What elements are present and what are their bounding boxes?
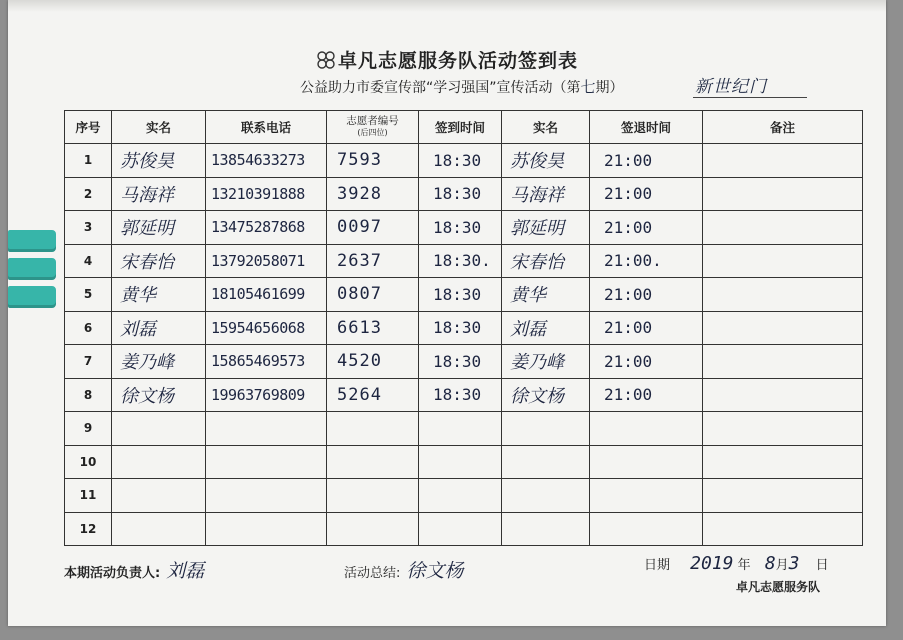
row-remarks [703,378,863,412]
row-volunteer-id [327,512,419,546]
row-checkout-name: 郭延明 [502,211,590,245]
row-remarks [703,278,863,312]
row-remarks [703,211,863,245]
table-row [65,512,863,546]
subtitle-prefix: 公益助力市委宣传部“学习强国”宣传活动（第 [300,80,581,96]
organization-name: 卓凡志愿服务队 [736,580,821,594]
binder-tabs [8,230,56,310]
row-checkout-name: 宋春怡 [502,244,590,278]
row-number: 1 [65,144,112,178]
row-number: 7 [65,345,112,379]
col-header-no: 序号 [65,111,112,144]
row-checkin-time: 18:30 [419,144,502,178]
row-phone: 15954656068 [206,311,327,345]
team-logo-icon [316,50,336,70]
row-volunteer-id: 0097 [327,211,419,245]
row-name: 宋春怡 [112,244,206,278]
row-name: 徐文杨 [112,378,206,412]
summary-signature: 徐文杨 [406,560,464,582]
row-checkout-time [590,412,703,446]
form-title-text: 卓凡志愿服务队活动签到表 [337,50,578,72]
col-header-checkout: 签退时间 [590,111,703,144]
table-row [65,479,863,513]
table-row [65,144,863,178]
col-header-volunteer-id-line2: (后四位) [357,128,388,137]
activity-summary [344,556,463,583]
date-year: 2019 [690,553,734,574]
row-name: 马海祥 [112,177,206,211]
row-checkin-time: 18:30 [419,278,502,312]
row-number: 2 [65,177,112,211]
row-number: 10 [65,445,112,479]
row-checkout-name: 刘磊 [502,311,590,345]
signin-table [64,110,863,546]
row-checkin-time: 18:30 [419,177,502,211]
row-name [112,512,206,546]
row-phone: 18105461699 [206,278,327,312]
row-phone: 13210391888 [206,177,327,211]
binder-tab [8,230,56,252]
row-volunteer-id [327,479,419,513]
row-checkin-time: 18:30 [419,211,502,245]
row-phone [206,512,327,546]
row-checkout-time: 21:00 [590,278,703,312]
row-checkin-time [419,512,502,546]
table-row [65,412,863,446]
date-day-unit: 日 [815,558,829,573]
row-phone: 19963769809 [206,378,327,412]
row-checkin-time [419,479,502,513]
row-checkout-time: 21:00 [590,211,703,245]
row-checkout-time [590,445,703,479]
row-checkout-name: 姜乃峰 [502,345,590,379]
signin-sheet [8,0,886,626]
row-phone: 15865469573 [206,345,327,379]
row-remarks [703,412,863,446]
row-phone: 13475287868 [206,211,327,245]
table-row [65,278,863,312]
table-row [65,345,863,379]
date-year-unit: 年 [737,558,751,573]
row-phone [206,412,327,446]
row-checkout-name [502,445,590,479]
col-header-remarks: 备注 [703,111,863,144]
row-remarks [703,445,863,479]
row-checkout-time: 21:00 [590,144,703,178]
row-remarks [703,345,863,379]
binder-tab [8,286,56,308]
row-volunteer-id [327,412,419,446]
row-checkout-time: 21:00 [590,345,703,379]
table-row [65,211,863,245]
row-number: 12 [65,512,112,546]
row-checkout-time [590,479,703,513]
row-volunteer-id: 6613 [327,311,419,345]
row-checkout-name: 徐文杨 [502,378,590,412]
row-checkin-time [419,412,502,446]
row-checkout-time: 21:00 [590,378,703,412]
row-number: 11 [65,479,112,513]
row-checkin-time: 18:30 [419,311,502,345]
row-checkout-name: 黄华 [502,278,590,312]
row-phone [206,445,327,479]
table-row [65,445,863,479]
table-row [65,311,863,345]
row-number: 9 [65,412,112,446]
row-name: 刘磊 [112,311,206,345]
date-day: 3 [788,553,800,574]
subtitle-location: 新世纪门 [693,72,807,98]
row-checkout-time [590,512,703,546]
row-checkout-time: 21:00 [590,311,703,345]
col-header-volunteer-id [327,111,419,144]
row-remarks [703,177,863,211]
col-header-checkin: 签到时间 [419,111,502,144]
row-checkin-time [419,445,502,479]
row-checkout-name [502,412,590,446]
row-volunteer-id: 7593 [327,144,419,178]
row-checkout-name: 马海祥 [502,177,590,211]
form-subtitle [300,76,767,97]
row-volunteer-id [327,445,419,479]
row-phone [206,479,327,513]
row-number: 3 [65,211,112,245]
row-name: 苏俊昊 [112,144,206,178]
binder-tab [8,258,56,280]
row-name [112,445,206,479]
row-name: 郭延明 [112,211,206,245]
summary-label: 活动总结: [344,566,401,581]
row-checkout-name [502,479,590,513]
col-header-volunteer-id-line1: 志愿者编号 [346,115,399,127]
row-remarks [703,311,863,345]
row-checkin-time: 18:30 [419,345,502,379]
row-phone: 13854633273 [206,144,327,178]
row-phone: 13792058071 [206,244,327,278]
row-volunteer-id: 2637 [327,244,419,278]
leader-label: 本期活动负责人: [64,566,161,581]
row-remarks [703,512,863,546]
date-month: 8 [764,553,776,574]
row-checkout-time: 21:00. [590,244,703,278]
row-checkin-time: 18:30. [419,244,502,278]
row-name [112,479,206,513]
table-row [65,177,863,211]
subtitle-period: 七 [580,78,596,96]
table-header-row [65,111,863,144]
row-volunteer-id: 4520 [327,345,419,379]
row-remarks [703,144,863,178]
row-remarks [703,479,863,513]
leader-signature: 刘磊 [166,560,205,582]
row-volunteer-id: 3928 [327,177,419,211]
row-checkout-name: 苏俊昊 [502,144,590,178]
table-row [65,244,863,278]
row-remarks [703,244,863,278]
subtitle-suffix: 期） [595,80,624,96]
row-number: 5 [65,278,112,312]
row-volunteer-id: 5264 [327,378,419,412]
row-checkout-time: 21:00 [590,177,703,211]
col-header-name: 实名 [112,111,206,144]
table-row [65,378,863,412]
date-month-unit: 月 [775,558,789,573]
row-number: 6 [65,311,112,345]
row-number: 8 [65,378,112,412]
row-checkin-time: 18:30 [419,378,502,412]
row-number: 4 [65,244,112,278]
col-header-name2: 实名 [502,111,590,144]
col-header-phone: 联系电话 [206,111,327,144]
row-volunteer-id: 0807 [327,278,419,312]
form-date [644,553,829,574]
row-checkout-name [502,512,590,546]
form-title [8,46,886,73]
activity-leader [64,556,204,583]
row-name: 姜乃峰 [112,345,206,379]
date-label: 日期 [644,558,671,573]
row-name [112,412,206,446]
row-name: 黄华 [112,278,206,312]
